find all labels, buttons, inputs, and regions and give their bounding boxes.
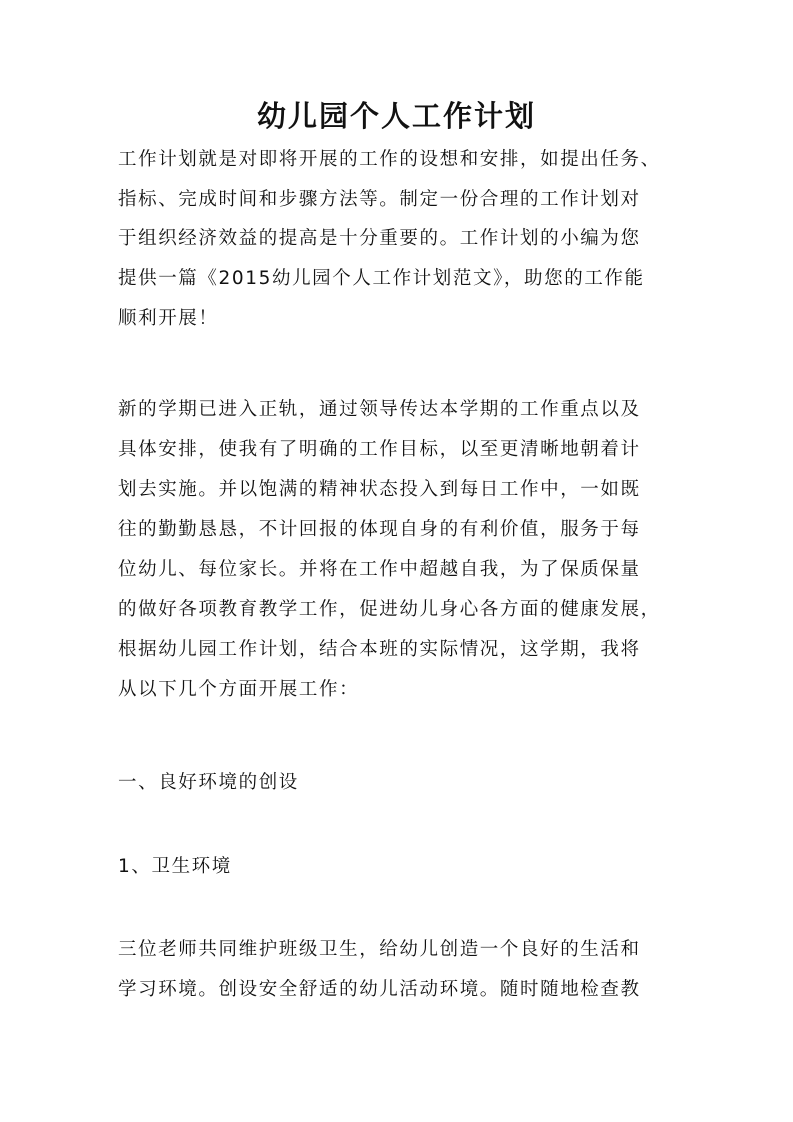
paragraph-line: 学习环境。创设安全舒适的幼儿活动环境。随时随地检查教	[118, 979, 641, 1000]
paragraph-line: 划去实施。并以饱满的精神状态投入到每日工作中，一如既	[118, 479, 641, 500]
intro-line: 工作计划就是对即将开展的工作的设想和安排，如提出任务、	[118, 149, 661, 170]
paragraph-line: 具体安排，使我有了明确的工作目标，以至更清晰地朝着计	[118, 439, 641, 460]
intro-line: 顺利开展！	[118, 308, 219, 329]
subsection-heading: 1、卫生环境	[118, 856, 232, 877]
paragraph-line: 从以下几个方面开展工作：	[118, 679, 360, 700]
paragraph-line: 位幼儿、每位家长。并将在工作中超越自我，为了保质保量	[118, 559, 641, 580]
paragraph-line: 三位老师共同维护班级卫生，给幼儿创造一个良好的生活和	[118, 939, 641, 960]
intro-line: 提供一篇《2015幼儿园个人工作计划范文》，助您的工作能	[118, 268, 645, 289]
paragraph-line: 的做好各项教育教学工作，促进幼儿身心各方面的健康发展，	[118, 599, 661, 620]
paragraph-line: 新的学期已进入正轨，通过领导传达本学期的工作重点以及	[118, 399, 641, 420]
intro-line: 指标、完成时间和步骤方法等。制定一份合理的工作计划对	[118, 189, 641, 210]
document-title: 幼儿园个人工作计划	[256, 99, 536, 133]
paragraph-line: 往的勤勤恳恳，不计回报的体现自身的有利价值，服务于每	[118, 519, 641, 540]
intro-line: 于组织经济效益的提高是十分重要的。工作计划的小编为您	[118, 228, 641, 249]
paragraph-line: 根据幼儿园工作计划，结合本班的实际情况，这学期，我将	[118, 639, 641, 660]
section-heading: 一、良好环境的创设	[118, 772, 299, 793]
